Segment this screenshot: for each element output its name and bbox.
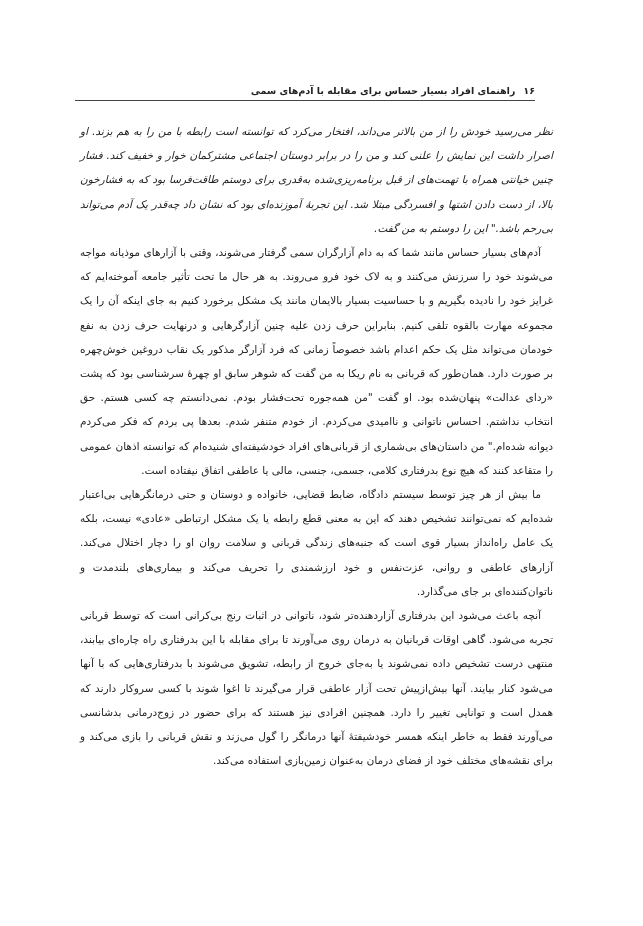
page-number: ۱۶ (523, 86, 535, 97)
body-paragraph: ما بیش از هر چیز توسط سیستم دادگاه، ضابط قضایی، خانواده و دوستان و حتی درمانگرهایی بی‌اعتبار شده‌ایم که نمی‌توانند تشخیص دهند که این به معنی قطع رابطه یا یک مشکل ارتباطی «عادی» نیست، بلکه یک عامل راه‌انداز بسیار قوی است که جنبه‌های زندگی قربانی و سلامت روان او را دچار اختلال می‌کند. آزارهای عاطفی و روانی، عزت‌نفس و خود ارزشمندی را تحریف می‌کند و بیماری‌های بلندمدت و ناتوان‌کننده‌ای بر جای می‌گذارد. (80, 489, 553, 598)
body-paragraph: آدم‌های بسیار حساس مانند شما که به دام آزارگران سمی گرفتار می‌شوند، وقتی با آزارهای موذیانه مواجه می‌شوند خود را سرزنش می‌کنند و به لاک خود فرو می‌روند. به هر حال ما تحت تأثیر جامعه آموخته‌ایم که غرایز خود را نادیده بگیریم و با حساسیت بسیار بالایمان مانند یک مشکل برخورد کنیم به جای اینکه آن را یک مجموعه مهارت بالقوه تلقی کنیم. بنابراین حرف زدن علیه چنین آزارگرهایی و درنهایت حرف زدن به نفع خودمان می‌تواند مثل یک حکم اعدام باشد خصوصاً زمانی که فرد آزارگر مذکور یک نقاب دروغین خوش‌چهره بر صورت دارد. همان‌طور که قربانی به نام ریکا به من گفت که شوهر سابق او چهرهٔ سرشناسی بود که پشت «ردای عدالت» پنهان‌شده بود. او گفت "من همه‌جوره تحت‌فشار بودم. نمی‌دانستم چه کسی هستم. حق انتخاب نداشتم. احساس ناتوانی و ناامیدی می‌کردم. از خودم متنفر شدم. بعدها پی بردم که فکر می‌کردم دیوانه شده‌ام." من داستان‌های بی‌شماری از قربانی‌های افراد خودشیفته‌ای شنیده‌ام که توانسته اذهان عمومی را متقاعد کنند که هیچ نوع بدرفتاری کلامی، جسمی، جنسی، مالی یا عاطفی اتفاق نیفتاده است. (80, 247, 553, 477)
running-title: راهنمای افراد بسیار حساس برای مقابله با آدم‌های سمی (250, 86, 516, 97)
quote-paragraph: نظر می‌رسید خودش را از من بالاتر می‌داند، افتخار می‌کرد که توانسته است رابطه با من را به هم بزند. او اصرار داشت این نمایش را علنی کند و من را در برابر دوستان اجتماعی مشترکمان خوار و خفیف کند. فشار چنین خیانتی همراه با تهمت‌های از قبل برنامه‌ریزی‌شده به‌قدری برای دوستم طاقت‌فرسا بود که به فشارخون بالا، از دست دادن اشتها و افسردگی مبتلا شد. این تجربهٔ آموزنده‌ای بود که نشان داد چه‌قدر یک آدم می‌تواند بی‌رحم باشد." این را دوستم به من گفت. (80, 126, 553, 235)
page-body (80, 120, 553, 773)
body-paragraph: آنچه باعث می‌شود این بدرفتاری آزاردهنده‌تر شود، ناتوانی در اثبات رنج بی‌کرانی است که توسط قربانی تجربه می‌شود. گاهی اوقات قربانیان به درمان روی می‌آورند تا برای مقابله با این بدرفتاری راه چاره‌ای بیابند، منتهی درست تشخیص داده نمی‌شوند یا به‌جای خروج از رابطه، تشویق می‌شوند با بدرفتاری‌هایی که با آنها می‌شود کنار بیایند. آنها بیش‌ازپیش تحت آزار عاطفی قرار می‌گیرند تا اغوا شوند با کسی سروکار دارند که همدل است و توانایی تغییر را دارد. همچنین افرادی نیز هستند که برای حضور در زوج‌درمانی بدشانسی می‌آورند فقط به خاطر اینکه همسر خودشیفتهٔ آنها درمانگر را گول می‌زند و نقش قربانی را بازی می‌کند و برای نقشه‌های مختلف خود از فضای درمان به‌عنوان زمین‌بازی استفاده می‌کند. (80, 610, 553, 768)
running-header (75, 86, 535, 101)
